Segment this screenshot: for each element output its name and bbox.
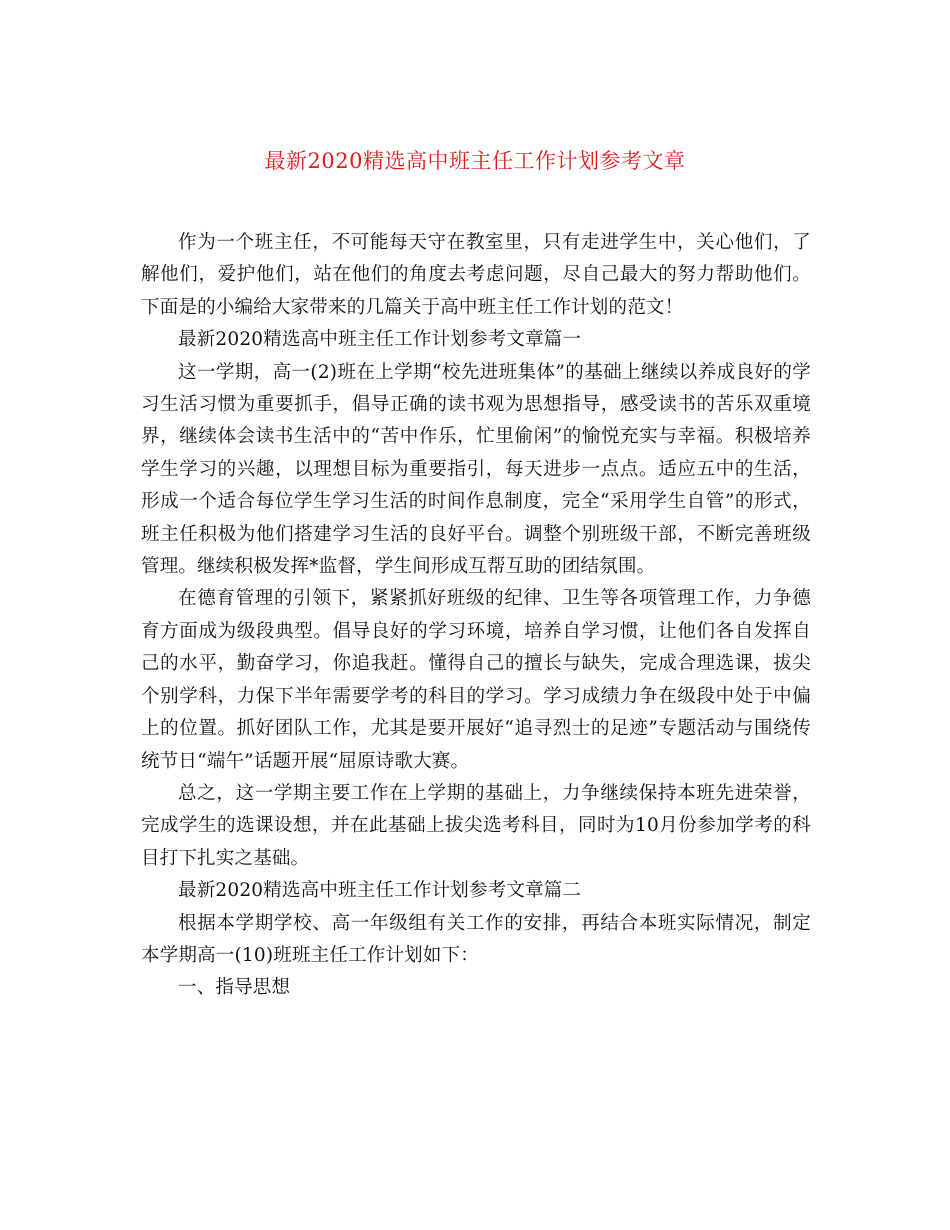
paragraph: 根据本学期学校、高一年级组有关工作的安排，再结合本班实际情况，制定本学期高一(10)班班主任工作计划如下： xyxy=(141,912,811,966)
section-heading-1: 最新2020精选高中班主任工作计划参考文章篇一 xyxy=(178,329,582,351)
section-heading-2: 最新2020精选高中班主任工作计划参考文章篇二 xyxy=(178,880,582,902)
document-title: 最新2020精选高中班主任工作计划参考文章 xyxy=(264,149,686,173)
paragraph: 总之，这一学期主要工作在上学期的基础上，力争继续保持本班先进荣誉，完成学生的选课设想，并在此基础上拔尖选考科目，同时为10月份参加学考的科目打下扎实之基础。 xyxy=(141,782,811,869)
document-body xyxy=(141,227,811,1005)
subsection-heading: 一、指导思想 xyxy=(178,977,291,999)
paragraph: 这一学期，高一(2)班在上学期“校先进班集体”的基础上继续以养成良好的学习生活习惯为重要抓手，倡导正确的读书观为思想指导，感受读书的苦乐双重境界，继续体会读书生活中的“苦中作乐，忙里偷闲”的愉悦充实与幸福。积极培养学生学习的兴趣，以理想目标为重要指引，每天进步一点点。适应五中的生活，形成一个适合每位学生学习生活的时间作息制度，完全“采用学生自管”的形式，班主任积极为他们搭建学习生活的良好平台。调整个别班级干部，不断完善班级管理。继续积极发挥*监督，学生间形成互帮互助的团结氛围。 xyxy=(141,361,811,578)
paragraph-intro: 作为一个班主任，不可能每天守在教室里，只有走进学生中，关心他们，了解他们，爱护他们，站在他们的角度去考虑问题，尽自己最大的努力帮助他们。下面是的小编给大家带来的几篇关于高中班主任工作计划的范文！ xyxy=(141,232,811,318)
paragraph: 在德育管理的引领下，紧紧抓好班级的纪律、卫生等各项管理工作，力争德育方面成为级段典型。倡导良好的学习环境，培养自学习惯，让他们各自发挥自己的水平，勤奋学习，你追我赶。懂得自己的擅长与缺失，完成合理选课，拔尖个别学科，力保下半年需要学考的科目的学习。学习成绩力争在级段中处于中偏上的位置。抓好团队工作，尤其是要开展好“追寻烈士的足迹”专题活动与围绕传统节日“端午”话题开展“屈原诗歌大赛。 xyxy=(141,588,811,772)
